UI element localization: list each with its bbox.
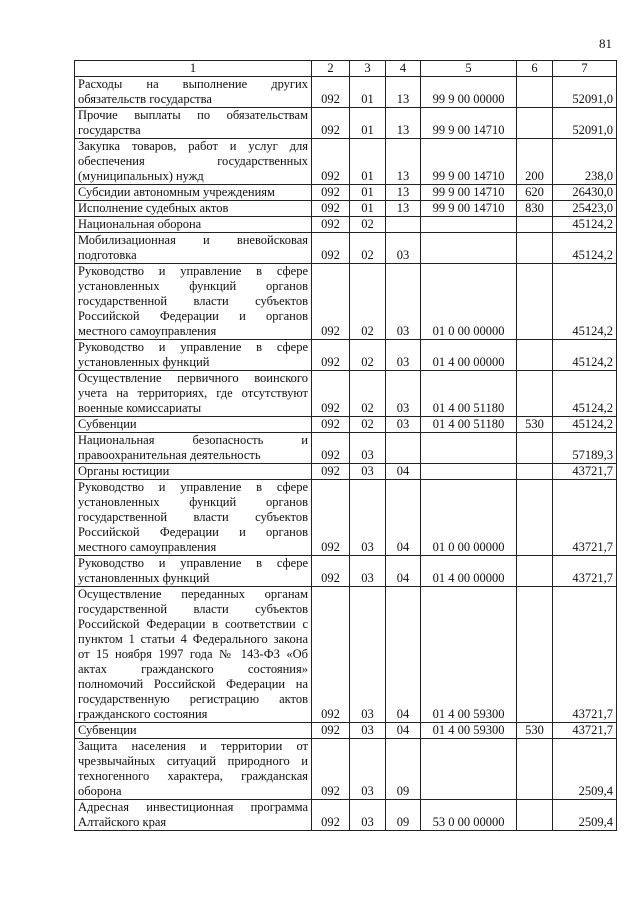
ministry-code-cell: 092 — [312, 464, 350, 480]
expense-type-cell — [517, 480, 553, 556]
expense-name-cell: Руководство и управление в сфере установленных функций органов государственной власти субъектов Российской Федерации и органов местного самоуправления — [75, 264, 312, 340]
subsection-code-cell: 03 — [386, 417, 421, 433]
expense-type-cell — [517, 739, 553, 800]
ministry-code-cell: 092 — [312, 433, 350, 464]
amount-cell: 238,0 — [553, 139, 617, 185]
ministry-code-cell: 092 — [312, 185, 350, 201]
target-article-cell — [421, 433, 517, 464]
target-article-cell — [421, 217, 517, 233]
header-cell: 6 — [517, 61, 553, 77]
expense-name-cell: Субвенции — [75, 417, 312, 433]
target-article-cell: 53 0 00 00000 — [421, 800, 517, 831]
target-article-cell: 99 9 00 00000 — [421, 77, 517, 108]
table-row — [75, 723, 617, 739]
ministry-code-cell: 092 — [312, 480, 350, 556]
expense-name-cell: Исполнение судебных актов — [75, 201, 312, 217]
expense-type-cell — [517, 77, 553, 108]
amount-cell: 52091,0 — [553, 77, 617, 108]
subsection-code-cell: 04 — [386, 464, 421, 480]
target-article-cell: 01 4 00 59300 — [421, 587, 517, 723]
amount-cell: 43721,7 — [553, 556, 617, 587]
expense-type-cell — [517, 800, 553, 831]
expense-type-cell — [517, 233, 553, 264]
expense-type-cell — [517, 556, 553, 587]
target-article-cell: 01 4 00 51180 — [421, 371, 517, 417]
amount-cell: 43721,7 — [553, 480, 617, 556]
expense-name-cell: Национальная оборона — [75, 217, 312, 233]
amount-cell: 25423,0 — [553, 201, 617, 217]
expense-name-cell: Руководство и управление в сфере установленных функций — [75, 556, 312, 587]
ministry-code-cell: 092 — [312, 340, 350, 371]
budget-table — [74, 60, 617, 831]
expense-name-cell: Органы юстиции — [75, 464, 312, 480]
expense-name-cell: Субвенции — [75, 723, 312, 739]
section-code-cell: 02 — [350, 340, 386, 371]
section-code-cell: 03 — [350, 587, 386, 723]
table-row — [75, 217, 617, 233]
expense-type-cell — [517, 264, 553, 340]
section-code-cell: 03 — [350, 739, 386, 800]
expense-type-cell: 830 — [517, 201, 553, 217]
target-article-cell: 99 9 00 14710 — [421, 185, 517, 201]
header-cell: 2 — [312, 61, 350, 77]
amount-cell: 26430,0 — [553, 185, 617, 201]
table-row — [75, 233, 617, 264]
amount-cell: 57189,3 — [553, 433, 617, 464]
expense-name-cell: Расходы на выполнение других обязательств государства — [75, 77, 312, 108]
amount-cell: 43721,7 — [553, 464, 617, 480]
table-row — [75, 433, 617, 464]
page-number: 81 — [599, 36, 612, 51]
amount-cell: 52091,0 — [553, 108, 617, 139]
target-article-cell — [421, 739, 517, 800]
expense-name-cell: Субсидии автономным учреждениям — [75, 185, 312, 201]
target-article-cell — [421, 464, 517, 480]
amount-cell: 45124,2 — [553, 417, 617, 433]
subsection-code-cell: 03 — [386, 371, 421, 417]
subsection-code-cell: 03 — [386, 264, 421, 340]
table-header-row — [75, 61, 617, 77]
ministry-code-cell: 092 — [312, 417, 350, 433]
expense-name-cell: Адресная инвестиционная программа Алтайского края — [75, 800, 312, 831]
subsection-code-cell: 13 — [386, 185, 421, 201]
table-row — [75, 77, 617, 108]
amount-cell: 43721,7 — [553, 587, 617, 723]
subsection-code-cell: 09 — [386, 800, 421, 831]
header-cell: 1 — [75, 61, 312, 77]
subsection-code-cell: 04 — [386, 587, 421, 723]
expense-type-cell — [517, 587, 553, 723]
target-article-cell — [421, 233, 517, 264]
section-code-cell: 03 — [350, 464, 386, 480]
subsection-code-cell: 04 — [386, 723, 421, 739]
subsection-code-cell — [386, 433, 421, 464]
expense-type-cell: 530 — [517, 723, 553, 739]
ministry-code-cell: 092 — [312, 217, 350, 233]
section-code-cell: 02 — [350, 217, 386, 233]
table-row — [75, 587, 617, 723]
subsection-code-cell: 13 — [386, 77, 421, 108]
header-cell: 7 — [553, 61, 617, 77]
table-row — [75, 264, 617, 340]
subsection-code-cell: 13 — [386, 139, 421, 185]
ministry-code-cell: 092 — [312, 264, 350, 340]
expense-type-cell — [517, 371, 553, 417]
target-article-cell: 01 0 00 00000 — [421, 480, 517, 556]
expense-name-cell: Защита населения и территории от чрезвычайных ситуаций природного и техногенного характера, гражданская оборона — [75, 739, 312, 800]
ministry-code-cell: 092 — [312, 556, 350, 587]
expense-type-cell: 200 — [517, 139, 553, 185]
section-code-cell: 01 — [350, 185, 386, 201]
target-article-cell: 99 9 00 14710 — [421, 139, 517, 185]
table-row — [75, 464, 617, 480]
expense-name-cell: Мобилизационная и вневойсковая подготовка — [75, 233, 312, 264]
target-article-cell: 01 4 00 00000 — [421, 556, 517, 587]
amount-cell: 45124,2 — [553, 217, 617, 233]
section-code-cell: 01 — [350, 108, 386, 139]
expense-name-cell: Прочие выплаты по обязательствам государства — [75, 108, 312, 139]
amount-cell: 45124,2 — [553, 233, 617, 264]
target-article-cell: 99 9 00 14710 — [421, 201, 517, 217]
section-code-cell: 03 — [350, 480, 386, 556]
amount-cell: 45124,2 — [553, 264, 617, 340]
table-row — [75, 139, 617, 185]
subsection-code-cell: 03 — [386, 340, 421, 371]
table-row — [75, 108, 617, 139]
subsection-code-cell: 13 — [386, 108, 421, 139]
section-code-cell: 02 — [350, 264, 386, 340]
section-code-cell: 03 — [350, 556, 386, 587]
amount-cell: 2509,4 — [553, 800, 617, 831]
ministry-code-cell: 092 — [312, 800, 350, 831]
section-code-cell: 01 — [350, 139, 386, 185]
target-article-cell: 01 4 00 51180 — [421, 417, 517, 433]
header-cell: 3 — [350, 61, 386, 77]
table-row — [75, 417, 617, 433]
expense-type-cell — [517, 217, 553, 233]
ministry-code-cell: 092 — [312, 139, 350, 185]
section-code-cell: 02 — [350, 417, 386, 433]
amount-cell: 43721,7 — [553, 723, 617, 739]
amount-cell: 2509,4 — [553, 739, 617, 800]
table-row — [75, 371, 617, 417]
table-row — [75, 800, 617, 831]
ministry-code-cell: 092 — [312, 108, 350, 139]
section-code-cell: 02 — [350, 371, 386, 417]
subsection-code-cell: 04 — [386, 556, 421, 587]
subsection-code-cell: 03 — [386, 233, 421, 264]
section-code-cell: 03 — [350, 433, 386, 464]
ministry-code-cell: 092 — [312, 233, 350, 264]
table-row — [75, 185, 617, 201]
table-row — [75, 340, 617, 371]
amount-cell: 45124,2 — [553, 371, 617, 417]
expense-name-cell: Руководство и управление в сфере установленных функций органов государственной власти субъектов Российской Федерации и органов местного самоуправления — [75, 480, 312, 556]
target-article-cell: 01 0 00 00000 — [421, 264, 517, 340]
amount-cell: 45124,2 — [553, 340, 617, 371]
subsection-code-cell: 04 — [386, 480, 421, 556]
section-code-cell: 03 — [350, 800, 386, 831]
target-article-cell: 01 4 00 00000 — [421, 340, 517, 371]
expense-name-cell: Национальная безопасность и правоохранительная деятельность — [75, 433, 312, 464]
expense-type-cell — [517, 108, 553, 139]
table-row — [75, 556, 617, 587]
subsection-code-cell: 13 — [386, 201, 421, 217]
target-article-cell: 01 4 00 59300 — [421, 723, 517, 739]
expense-name-cell: Осуществление переданных органам государственной власти субъектов Российской Федерации в соответствии с пунктом 1 статьи 4 Федерального закона от 15 ноября 1997 года № 143-ФЗ «Об актах гражданского состояния» полномочий Российской Федерации на государственную регистрацию актов гражданского состояния — [75, 587, 312, 723]
ministry-code-cell: 092 — [312, 201, 350, 217]
expense-name-cell: Руководство и управление в сфере установленных функций — [75, 340, 312, 371]
expense-name-cell: Закупка товаров, работ и услуг для обеспечения государственных (муниципальных) нужд — [75, 139, 312, 185]
expense-type-cell — [517, 340, 553, 371]
ministry-code-cell: 092 — [312, 587, 350, 723]
expense-type-cell: 620 — [517, 185, 553, 201]
expense-type-cell — [517, 433, 553, 464]
expense-type-cell: 530 — [517, 417, 553, 433]
subsection-code-cell — [386, 217, 421, 233]
expense-name-cell: Осуществление первичного воинского учета на территориях, где отсутствуют военные комиссариаты — [75, 371, 312, 417]
target-article-cell: 99 9 00 14710 — [421, 108, 517, 139]
ministry-code-cell: 092 — [312, 77, 350, 108]
table-row — [75, 739, 617, 800]
table-row — [75, 201, 617, 217]
section-code-cell: 01 — [350, 201, 386, 217]
header-cell: 4 — [386, 61, 421, 77]
section-code-cell: 03 — [350, 723, 386, 739]
table-row — [75, 480, 617, 556]
ministry-code-cell: 092 — [312, 723, 350, 739]
header-cell: 5 — [421, 61, 517, 77]
ministry-code-cell: 092 — [312, 371, 350, 417]
expense-type-cell — [517, 464, 553, 480]
section-code-cell: 02 — [350, 233, 386, 264]
section-code-cell: 01 — [350, 77, 386, 108]
subsection-code-cell: 09 — [386, 739, 421, 800]
ministry-code-cell: 092 — [312, 739, 350, 800]
